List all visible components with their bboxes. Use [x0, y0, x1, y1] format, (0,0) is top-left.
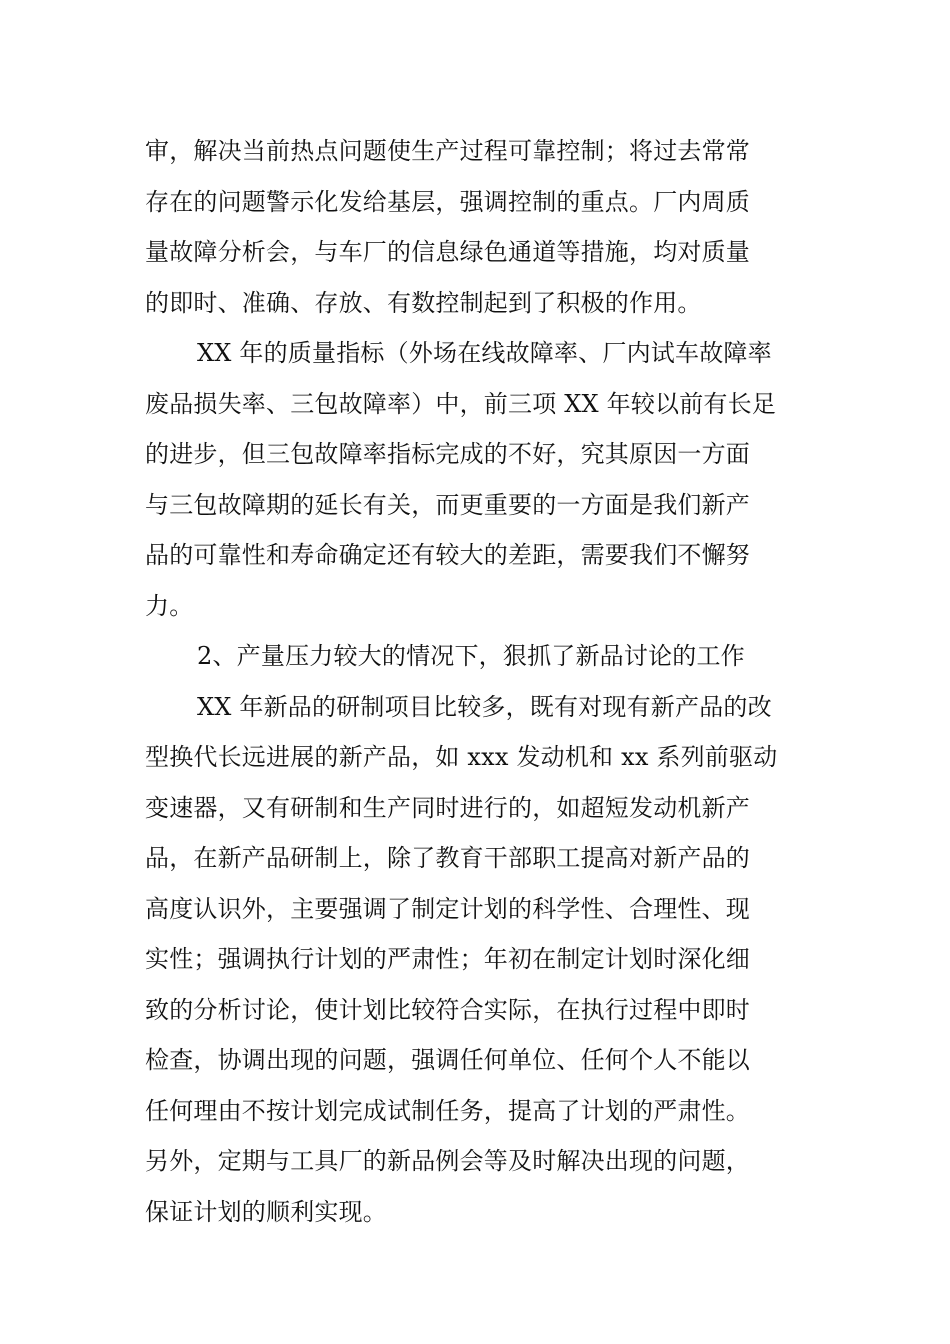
text-line: 与三包故障期的延长有关，而更重要的一方面是我们新产 [145, 490, 750, 519]
text-line: 型换代长远进展的新产品，如 xxx 发动机和 xx 系列前驱动 [145, 743, 778, 771]
text-line: XX 年新品的研制项目比较多，既有对现有新产品的改 [197, 692, 772, 721]
text-line: 任何理由不按计划完成试制任务，提高了计划的严肃性。 [145, 1096, 750, 1125]
text-line: 另外，定期与工具厂的新品例会等及时解决出现的问题， [145, 1147, 750, 1175]
text-line: 保证计划的顺利实现。 [145, 1197, 387, 1226]
paragraph-quality-control-measures [145, 126, 810, 328]
text-line: 量故障分析会，与车厂的信息绿色通道等措施，均对质量 [145, 238, 750, 266]
paragraph-quality-indicators [145, 328, 810, 631]
text-line: 检查，协调出现的问题，强调任何单位、任何个人不能以 [145, 1046, 750, 1074]
text-line: 实性；强调执行计划的严肃性；年初在制定计划时深化细 [145, 945, 750, 973]
text-line: 品的可靠性和寿命确定还有较大的差距，需要我们不懈努 [145, 541, 750, 569]
text-line: 品，在新产品研制上，除了教育干部职工提高对新产品的 [145, 844, 750, 872]
text-line: 存在的问题警示化发给基层，强调控制的重点。厂内周质 [145, 187, 750, 216]
text-line: 废品损失率、三包故障率）中，前三项 XX 年较以前有长足 [145, 389, 777, 418]
text-line: XX 年的质量指标（外场在线故障率、厂内试车故障率 [197, 339, 772, 367]
section-heading: 2、产量压力较大的情况下，狠抓了新品讨论的工作 [197, 642, 745, 670]
text-line: 审，解决当前热点问题使生产过程可靠控制；将过去常常 [145, 137, 750, 165]
text-line: 力。 [145, 591, 194, 620]
document-body [145, 126, 810, 1237]
section-heading-new-product-discussion [145, 631, 810, 682]
paragraph-new-product-development [145, 682, 810, 1238]
text-line: 高度认识外，主要强调了制定计划的科学性、合理性、现 [145, 894, 750, 923]
text-line: 的进步，但三包故障率指标完成的不好，究其原因一方面 [145, 440, 750, 468]
text-line: 的即时、准确、存放、有数控制起到了积极的作用。 [145, 288, 702, 317]
text-line: 变速器，又有研制和生产同时进行的，如超短发动机新产 [145, 793, 750, 822]
text-line: 致的分析讨论，使计划比较符合实际，在执行过程中即时 [145, 995, 750, 1024]
